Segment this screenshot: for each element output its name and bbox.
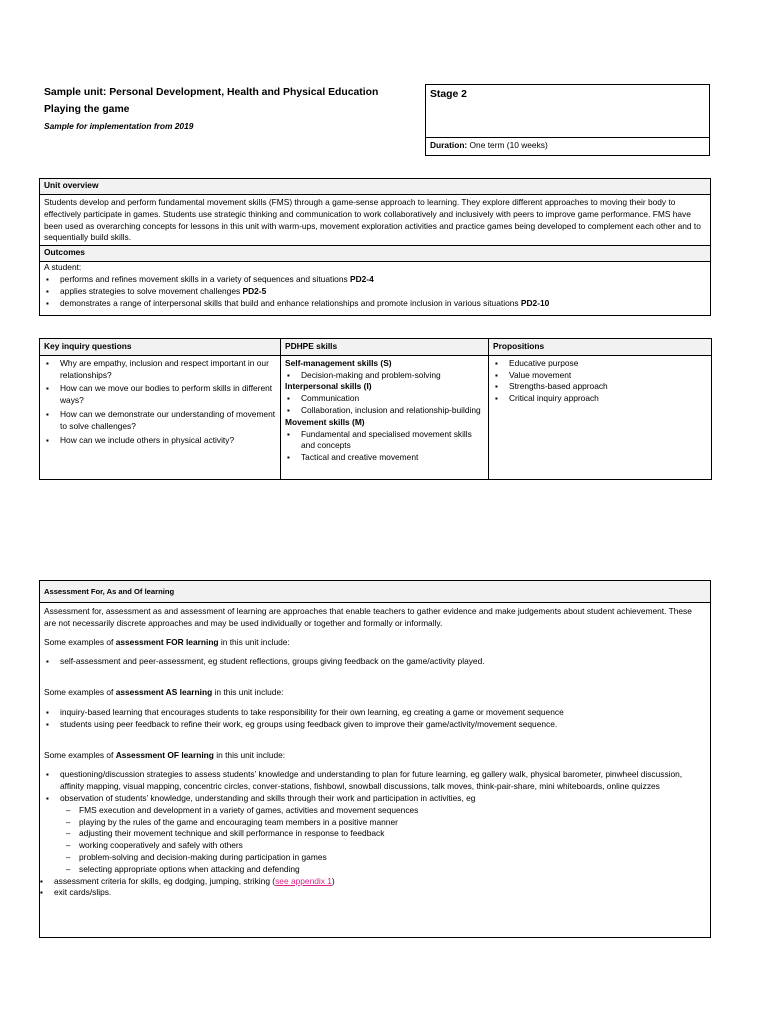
assessment-as-intro: Some examples of assessment AS learning in this unit include: <box>44 687 284 698</box>
list-item: ▪ How can we include others in physical activity? <box>44 435 276 447</box>
list-item: ▪ How can we demonstrate our understanding of movement to solve challenges? <box>44 409 276 433</box>
list-item: – selecting appropriate options when attacking and defending <box>64 864 706 876</box>
header-key-inquiry: Key inquiry questions <box>40 339 281 356</box>
list-item: ▪ Communication <box>285 393 484 405</box>
list-item: ▪ students using peer feedback to refine their work, eg groups using feedback given to improve their game/activity/movement sequence. <box>44 719 706 731</box>
list-item: – FMS execution and development in a variety of games, activities and movement sequences <box>64 805 706 817</box>
assessment-for-intro: Some examples of assessment FOR learning in this unit include: <box>44 636 290 647</box>
duration-row <box>430 140 548 152</box>
stage-box <box>425 84 710 156</box>
list-item: ▪ Critical inquiry approach <box>493 393 707 405</box>
list-item: ▪ demonstrates a range of interpersonal skills that build and enhance relationships and promote inclusion in various situations PD2-10 <box>44 298 706 310</box>
unit-title: Sample unit: Personal Development, Health and Physical Education <box>44 87 379 98</box>
implementation-note: Sample for implementation from 2019 <box>44 121 194 131</box>
list-item: – working cooperatively and safely with others <box>64 840 706 852</box>
list-item: ▪ Value movement <box>493 370 707 382</box>
stage-label: Stage 2 <box>430 89 467 100</box>
assessment-intro: Assessment for, assessment as and assessment of learning are approaches that enable teachers to gather evidence and make judgements about student achievement. These are not necessarily discrete approaches and may be used individually or together and formally or informally. <box>44 606 692 628</box>
appendix-link[interactable]: see appendix 1 <box>275 875 332 886</box>
unit-overview-text: Students develop and perform fundamental movement skills (FMS) through a game-sense approach to learning. They explore different approaches to moving their body to effectively participate in games. Students use strategic thinking and communication to work collaboratively and inclusively with peers to improve game performance. FMS have been used as overarching concepts for lessons in this unit with warm-ups, movement exploration activities and practice games being developed to complement each other and to sequentially build skills. <box>44 197 701 243</box>
header-pdhpe-skills: PDHPE skills <box>281 339 489 356</box>
self-management-heading: Self-management skills (S) <box>285 357 392 368</box>
assessment-of-intro: Some examples of Assessment OF learning in this unit include: <box>44 749 286 760</box>
duration-label: Duration: <box>430 140 468 150</box>
unit-overview-box <box>39 178 711 316</box>
duration-value: One term (10 weeks) <box>469 140 548 150</box>
inquiry-table-wrap <box>39 338 711 480</box>
list-item: ▪ Tactical and creative movement <box>285 452 484 464</box>
list-item: ▪ observation of students’ knowledge, understanding and skills through their work and participation in activities, eg – FMS execution and development in a variety of games, activities and movement sequences – playing by the rules of the game and encouraging team members in a positive manner – adjusting their movement technique and skill performance in response to feedback – working cooperatively and safely with others – problem-solving and decision-making during participation in games – selecting appropriate options when attacking and defending <box>44 793 706 876</box>
list-item: ▪ assessment criteria for skills, eg dodging, jumping, striking (see appendix 1) <box>38 876 706 888</box>
list-item: ▪ applies strategies to solve movement challenges PD2-5 <box>44 286 706 298</box>
list-item: – problem-solving and decision-making during participation in games <box>64 852 706 864</box>
pdhpe-skills-cell <box>281 355 489 479</box>
interpersonal-heading: Interpersonal skills (I) <box>285 381 372 392</box>
outcomes-intro: A student: <box>44 262 82 273</box>
list-item: ▪ inquiry-based learning that encourages students to take responsibility for their own learning, eg creating a game or movement sequence <box>44 707 706 719</box>
movement-skills-heading: Movement skills (M) <box>285 416 365 427</box>
list-item: ▪ Strengths-based approach <box>493 381 707 393</box>
list-item: – playing by the rules of the game and encouraging team members in a positive manner <box>64 817 706 829</box>
list-item: ▪ Decision-making and problem-solving <box>285 370 484 382</box>
assessment-of-list <box>44 769 706 875</box>
header-propositions: Propositions <box>489 339 712 356</box>
inquiry-questions-cell <box>40 355 281 479</box>
assessment-as-list <box>44 707 706 731</box>
assessment-heading: Assessment For, As and Of learning <box>40 581 710 602</box>
propositions-cell <box>489 355 712 479</box>
list-item: ▪ Collaboration, inclusion and relationship-building <box>285 405 484 417</box>
list-item: ▪ Why are empathy, inclusion and respect important in our relationships? <box>44 358 276 382</box>
unit-subtitle-title: Playing the game <box>44 104 130 115</box>
outcomes-list <box>44 274 706 309</box>
list-item: ▪ questioning/discussion strategies to assess students’ knowledge and understanding to plan for future learning, eg gallery walk, physical barometer, pinwheel discussion, affinity mapping, visual mapping, concentric circles, conver-stations, fishbowl, snowball discussions, talk moves, think-pair-share, mini whiteboards, online quizzes <box>44 769 706 793</box>
inquiry-table <box>39 338 712 480</box>
list-item: ▪ Educative purpose <box>493 358 707 370</box>
list-item: ▪ How can we move our bodies to perform skills in different ways? <box>44 383 276 407</box>
list-item: – adjusting their movement technique and skill performance in response to feedback <box>64 828 706 840</box>
list-item: ▪ performs and refines movement skills in a variety of sequences and situations PD2-4 <box>44 274 706 286</box>
list-item: ▪ Fundamental and specialised movement skills and concepts <box>285 429 484 453</box>
list-item: ▪ exit cards/slips. <box>38 887 706 899</box>
unit-overview-heading: Unit overview <box>40 179 710 194</box>
list-item: ▪ self-assessment and peer-assessment, eg student reflections, groups giving feedback on the game/activity played. <box>44 656 706 668</box>
outcomes-heading: Outcomes <box>40 246 710 261</box>
observation-sublist <box>44 805 706 876</box>
assessment-box <box>39 580 711 938</box>
assessment-for-list <box>44 656 706 668</box>
